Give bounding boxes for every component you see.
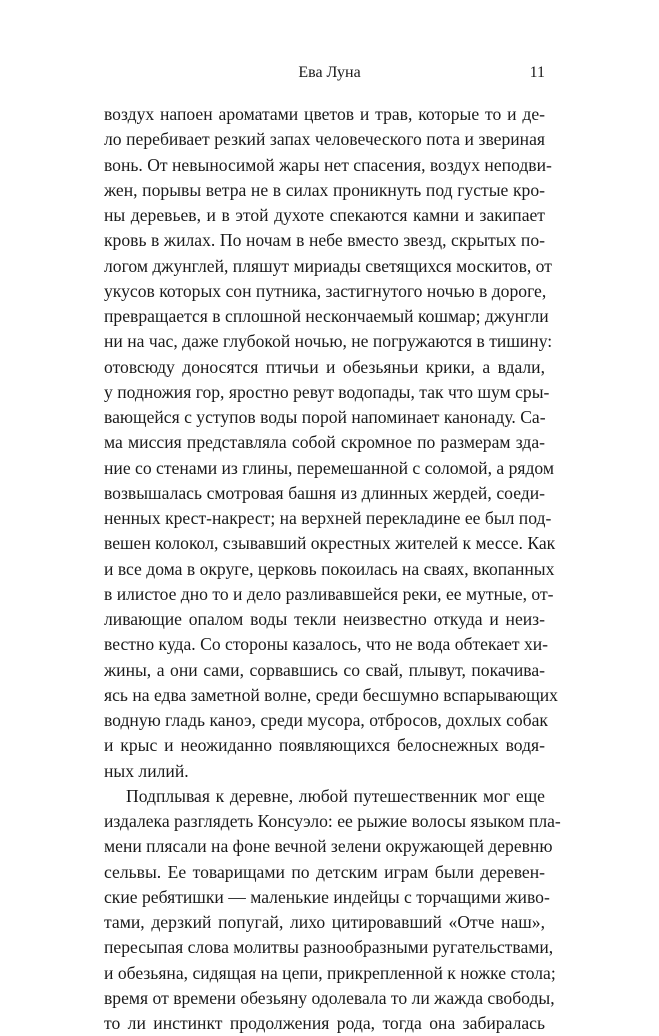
- text-line: ненных крест-накрест; на верхней перекладине ее был под-: [104, 508, 552, 528]
- text-line: вешен колокол, сзывавший окрестных жителей к мессе. Как: [104, 533, 556, 554]
- text-line: вестно куда. Со стороны казалось, что не вода обтекает хи-: [104, 634, 549, 655]
- text-line: ские ребятишки — маленькие индейцы с торчащими живо-: [104, 886, 550, 907]
- text-line: водную гладь каноэ, среди мусора, отбросов, дохлых собак: [104, 710, 548, 730]
- body-text: [104, 102, 561, 1036]
- text-line: кровь в жилах. По ночам в небе вместо звезд, скрытых по-: [104, 230, 545, 251]
- text-line: ни на час, даже глубокой ночью, не погружаются в тишину:: [104, 331, 553, 352]
- text-line: и обезьяна, сидящая на цепи, прикрепленной к ножке стола;: [104, 962, 556, 983]
- text-line: жины, а они сами, сорвавшись со свай, плывут, покачива-: [104, 659, 545, 680]
- text-line: тами, дерзкий попугай, лихо цитировавший «Отче наш»,: [104, 912, 545, 932]
- text-line: превращается в сплошной нескончаемый кошмар; джунгли: [104, 306, 549, 326]
- text-line: издалека разглядеть Консуэло: ее рыжие волосы языком пла-: [104, 811, 561, 831]
- text-line: Подплывая к деревне, любой путешественник мог еще: [126, 785, 545, 806]
- text-line: время от времени обезьяну одолевала то ли жажда свободы,: [104, 987, 555, 1008]
- text-line: ны деревьев, и в этой духоте спекаются камни и закипает: [104, 205, 545, 225]
- text-line: отовсюду доносятся птичьи и обезьяньи крики, а вдали,: [104, 356, 545, 377]
- page-number: 11: [529, 64, 545, 81]
- text-line: жен, порывы ветра не в силах проникнуть под густые кро-: [104, 179, 545, 200]
- text-line: ных лилий.: [104, 760, 189, 781]
- text-line: ма миссия представляла собой скромное по размерам зда-: [104, 432, 545, 453]
- text-line: воздух напоен ароматами цветов и трав, которые то и де-: [104, 104, 545, 124]
- text-line: сельвы. Ее товарищами по детским играм были деревен-: [104, 861, 545, 882]
- text-line: вающейся с уступов воды порой напоминает канонаду. Са-: [104, 407, 546, 427]
- text-line: у подножия гор, яростно ревут водопады, так что шум сры-: [104, 381, 550, 402]
- text-line: то ли инстинкт продолжения рода, тогда она забиралась: [104, 1013, 545, 1033]
- text-line: ливающие опалом воды текли неизвестно откуда и неиз-: [104, 609, 545, 629]
- text-line: пересыпая слова молитвы разнообразными ругательствами,: [104, 937, 554, 958]
- text-line: и все дома в округе, церковь покоилась на сваях, вкопанных: [104, 558, 555, 579]
- text-line: логом джунглей, пляшут мириады светящихся москитов, от: [104, 255, 552, 276]
- text-line: мени плясали на фоне вечной зелени окружающей деревню: [104, 836, 553, 857]
- paragraph-1: [104, 102, 558, 784]
- text-line: ние со стенами из глины, перемешанной с соломой, а рядом: [104, 457, 555, 478]
- text-line: укусов которых сон путника, застигнутого ночью в дороге,: [104, 280, 547, 301]
- text-line: вонь. От невыносимой жары нет спасения, воздух неподви-: [104, 154, 552, 175]
- text-line: и крыс и неожиданно появляющихся белоснежных водя-: [104, 735, 545, 756]
- text-line: ясь на едва заметной волне, среди бесшумно вспарывающих: [104, 684, 558, 705]
- text-line: ло перебивает резкий запах человеческого пота и звериная: [104, 129, 545, 150]
- running-title: Ева Луна: [298, 64, 361, 81]
- running-head: [0, 64, 659, 86]
- paragraph-2: [104, 784, 561, 1036]
- text-line: возвышалась смотровая башня из длинных жердей, соеди-: [104, 482, 545, 503]
- text-line: в илистое дно то и дело разливавшейся реки, ее мутные, от-: [104, 583, 554, 604]
